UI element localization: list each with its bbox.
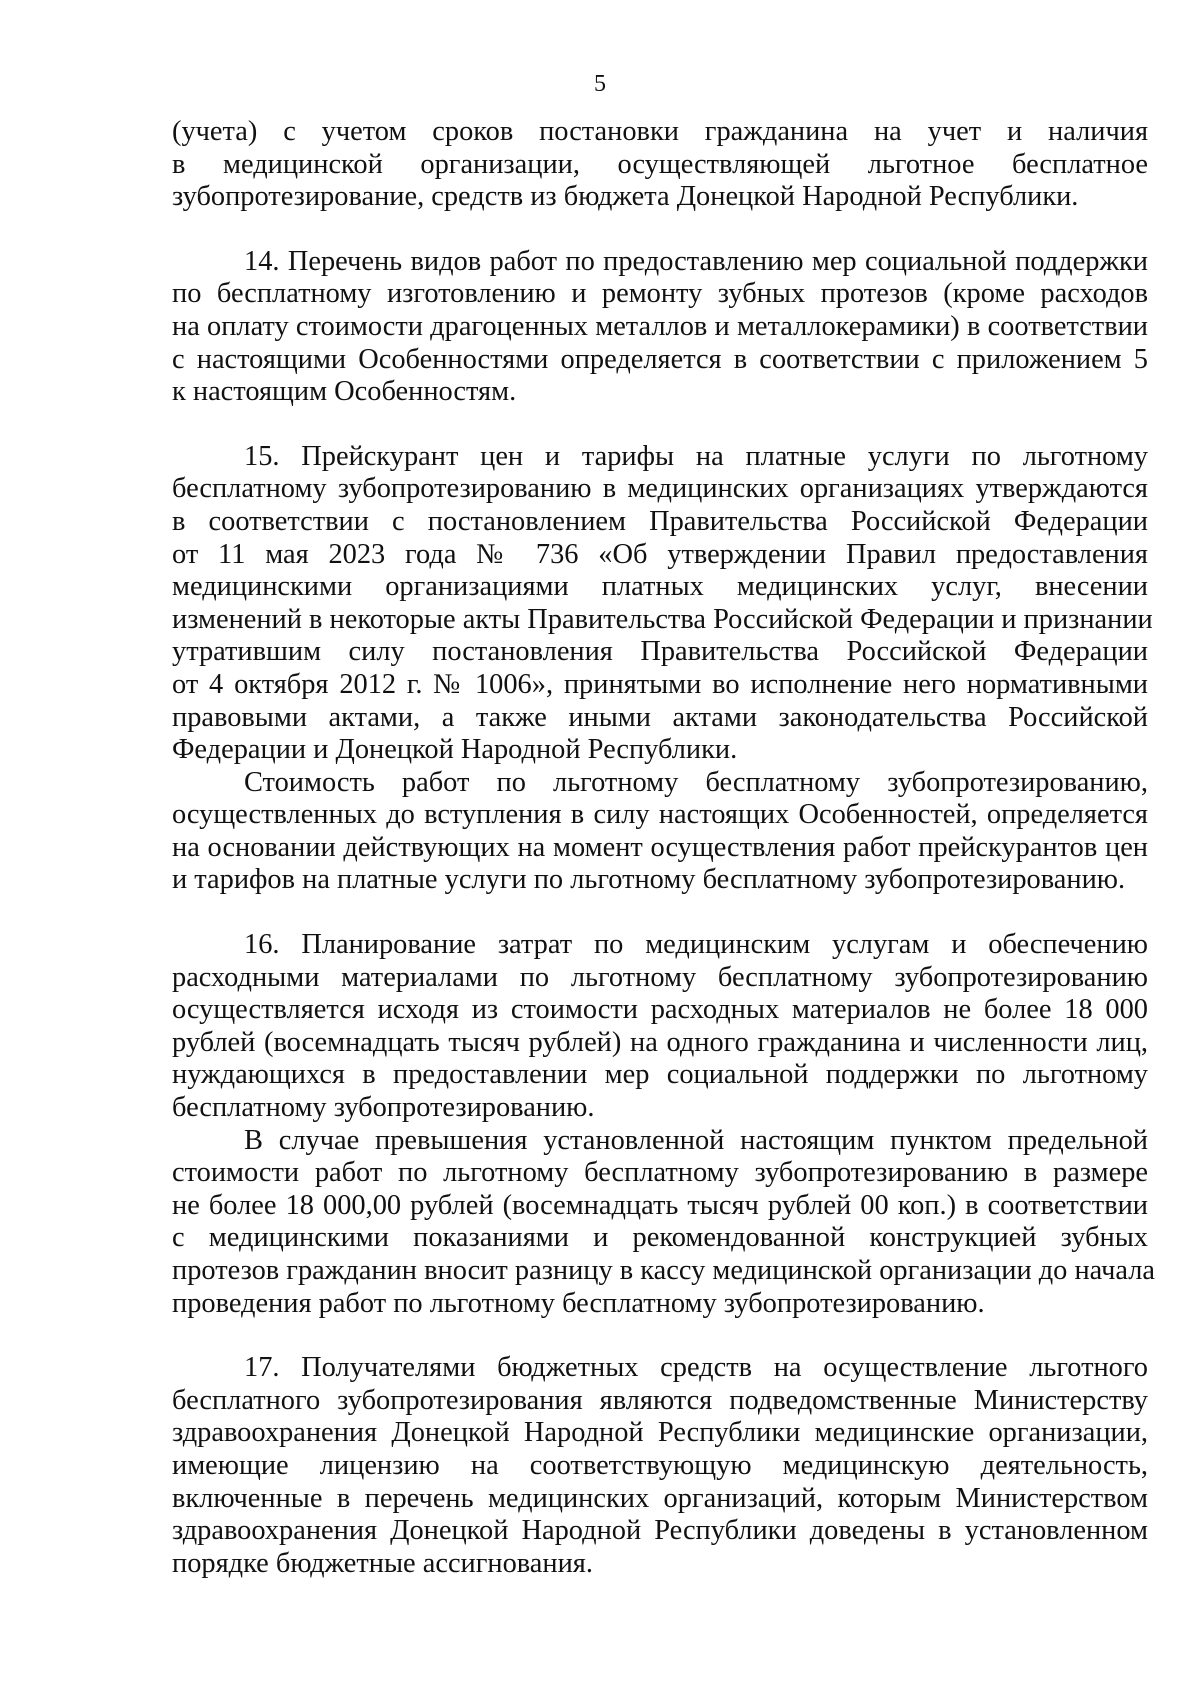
- text-line: рублей (восемнадцать тысяч рублей) на одного гражданина и численности лиц,: [172, 1026, 1148, 1058]
- paragraph-item-17: [172, 1352, 1148, 1580]
- text-line: имеющие лицензию на соответствующую медицинскую деятельность,: [172, 1449, 1148, 1481]
- text-line: Стоимость работ по льготному бесплатному зубопротезированию,: [244, 766, 1148, 798]
- paragraph-gap: [172, 214, 1148, 246]
- text-line: расходными материалами по льготному бесплатному зубопротезированию: [172, 961, 1148, 993]
- text-line: 17. Получателями бюджетных средств на осуществление льготного: [244, 1352, 1148, 1384]
- text-line: Федерации и Донецкой Народной Республики.: [172, 734, 738, 766]
- document-body: [172, 116, 1156, 1580]
- text-line: нуждающихся в предоставлении мер социальной поддержки по льготному: [172, 1059, 1148, 1091]
- text-line: зубопротезирование, средств из бюджета Донецкой Народной Республики.: [172, 181, 1079, 213]
- text-line: 16. Планирование затрат по медицинским услугам и обеспечению: [244, 929, 1148, 961]
- paragraph-gap: [172, 1320, 1148, 1352]
- text-line: от 4 октября 2012 г. № 1006», принятыми во исполнение него нормативными: [172, 668, 1148, 700]
- text-line: в медицинской организации, осуществляющей льготное бесплатное: [172, 148, 1148, 180]
- text-line: стоимости работ по льготному бесплатному зубопротезированию в размере: [172, 1157, 1148, 1189]
- text-line: от 11 мая 2023 года № 736 «Об утверждении Правил предоставления: [172, 538, 1148, 570]
- text-line: бесплатному зубопротезированию в медицинских организациях утверждаются: [172, 473, 1148, 505]
- text-line: на основании действующих на момент осуществления работ прейскурантов цен: [172, 831, 1148, 863]
- text-line: порядке бюджетные ассигнования.: [172, 1547, 593, 1579]
- text-line: бесплатному зубопротезированию.: [172, 1092, 595, 1124]
- text-line: проведения работ по льготному бесплатному зубопротезированию.: [172, 1287, 985, 1319]
- text-line: 15. Прейскурант цен и тарифы на платные услуги по льготному: [244, 440, 1148, 472]
- text-line: осуществленных до вступления в силу настоящих Особенностей, определяется: [172, 799, 1148, 831]
- text-line: к настоящим Особенностям.: [172, 376, 517, 408]
- text-line: на оплату стоимости драгоценных металлов и металлокерамики) в соответствии: [172, 310, 1148, 342]
- text-line: протезов гражданин вносит разницу в кассу медицинской организации до начала: [172, 1255, 1156, 1286]
- text-line: утратившим силу постановления Правительства Российской Федерации: [172, 636, 1148, 668]
- text-line: в соответствии с постановлением Правительства Российской Федерации: [172, 505, 1148, 537]
- paragraph-item-16-excess: [172, 1124, 1156, 1321]
- paragraph-item-15: [172, 440, 1153, 767]
- text-line: с настоящими Особенностями определяется в соответствии с приложением 5: [172, 343, 1148, 375]
- text-line: изменений в некоторые акты Правительства Российской Федерации и признании: [172, 603, 1153, 635]
- paragraph-gap: [172, 409, 1148, 441]
- paragraph-item-16: [172, 929, 1148, 1125]
- text-line: медицинскими организациями платных медицинских услуг, внесении: [172, 571, 1148, 603]
- text-line: включенные в перечень медицинских организаций, которым Министерством: [172, 1482, 1148, 1514]
- text-line: В случае превышения установленной настоящим пунктом предельной: [244, 1124, 1148, 1156]
- text-line: по бесплатному изготовлению и ремонту зубных протезов (кроме расходов: [172, 278, 1148, 310]
- text-line: (учета) с учетом сроков постановки гражданина на учет и наличия: [172, 116, 1148, 147]
- text-line: осуществляется исходя из стоимости расходных материалов не более 18 000: [172, 994, 1148, 1026]
- paragraph-item-14: [172, 246, 1148, 409]
- paragraph-gap: [172, 897, 1148, 929]
- text-line: бесплатного зубопротезирования являются подведомственные Министерству: [172, 1384, 1148, 1416]
- paragraph-item-15-cost: [172, 767, 1148, 897]
- text-line: 14. Перечень видов работ по предоставлению мер социальной поддержки: [244, 245, 1148, 277]
- page-number: 5: [594, 71, 606, 97]
- text-line: и тарифов на платные услуги по льготному бесплатному зубопротезированию.: [172, 864, 1126, 896]
- text-line: с медицинскими показаниями и рекомендованной конструкцией зубных: [172, 1222, 1148, 1254]
- text-line: здравоохранения Донецкой Народной Республики доведены в установленном: [172, 1515, 1148, 1547]
- text-line: здравоохранения Донецкой Народной Республики медицинские организации,: [172, 1417, 1148, 1449]
- text-line: правовыми актами, а также иными актами законодательства Российской: [172, 701, 1148, 733]
- text-line: не более 18 000,00 рублей (восемнадцать тысяч рублей 00 коп.) в соответствии: [172, 1189, 1148, 1221]
- paragraph-continuation: [172, 116, 1148, 214]
